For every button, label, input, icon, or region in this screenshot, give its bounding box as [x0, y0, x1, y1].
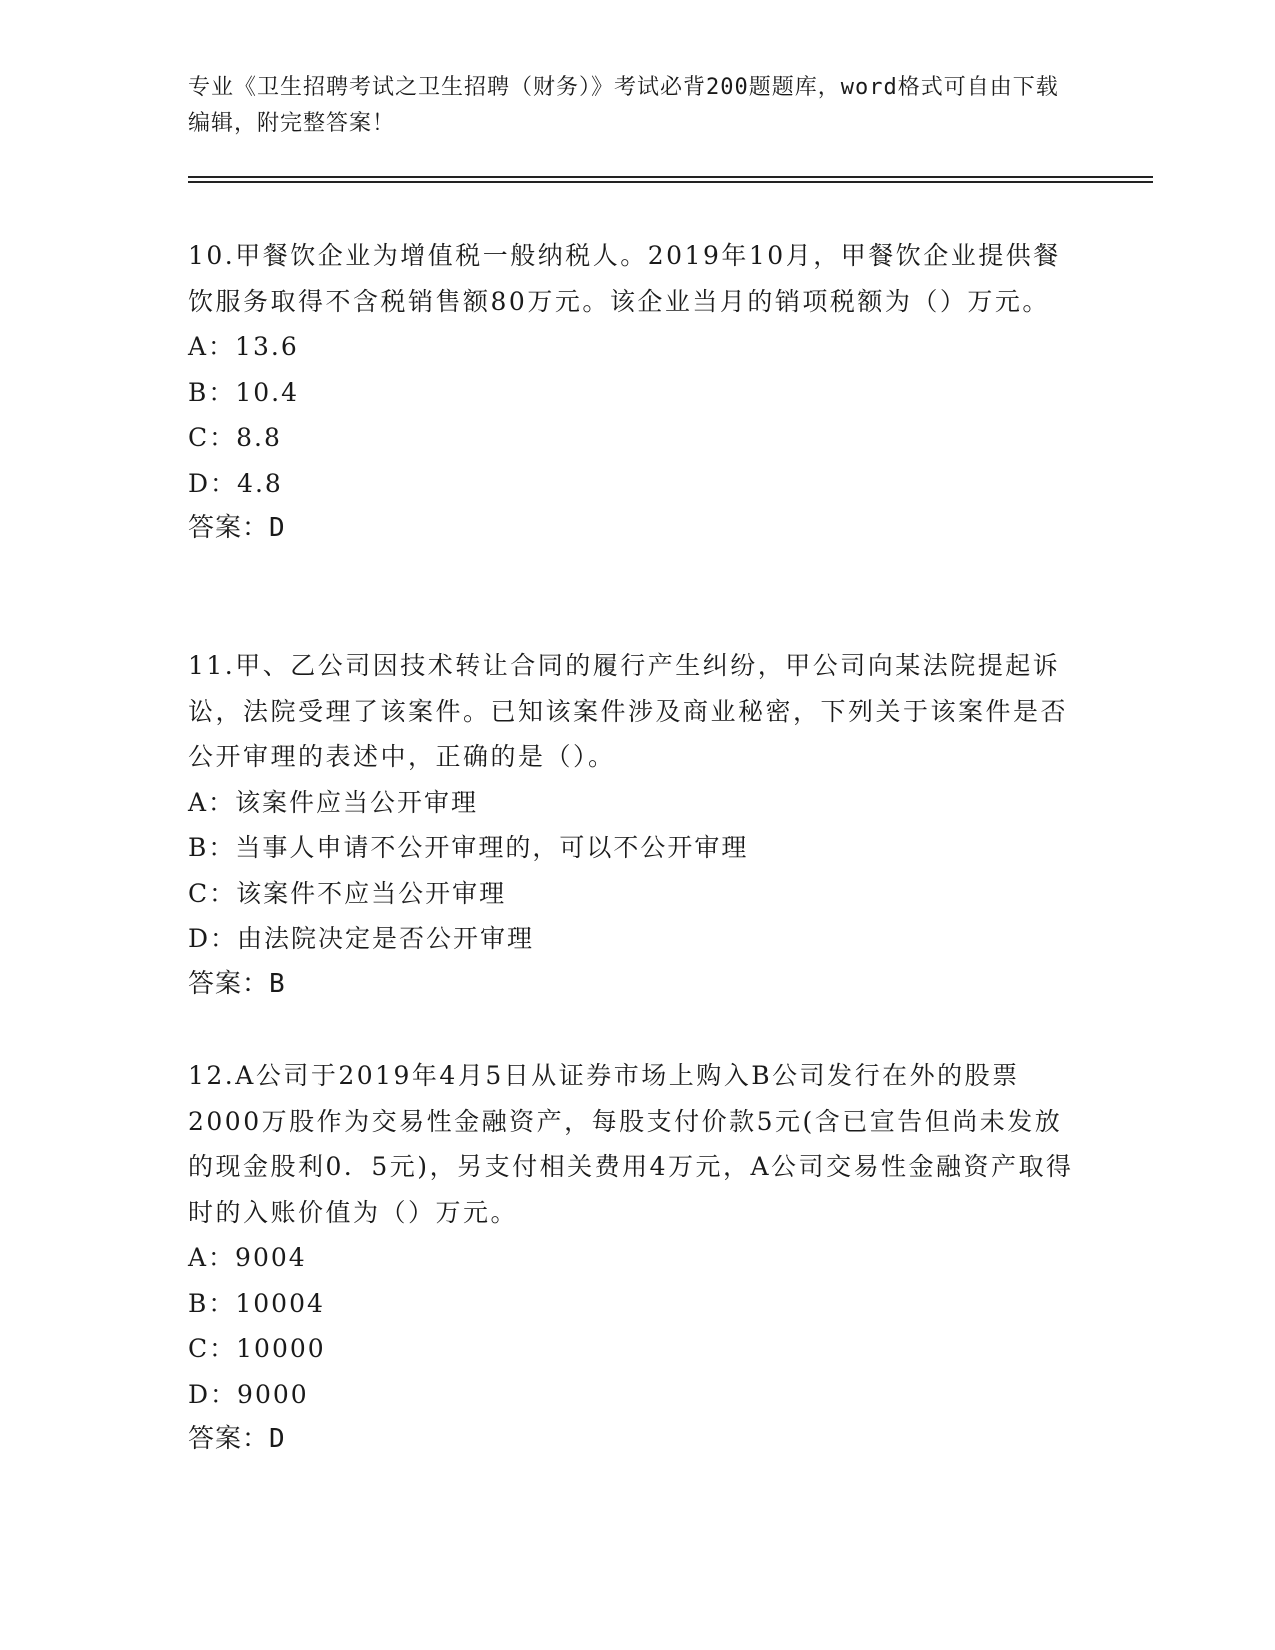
question-text: 11.甲、乙公司因技术转让合同的履行产生纠纷，甲公司向某法院提起诉讼，法院受理了该案件。已知该案件涉及商业秘密，下列关于该案件是否公开审理的表述中，正确的是（）。 — [188, 651, 1069, 771]
option-c: C：8.8 — [188, 423, 282, 452]
answer: 答案：D — [188, 513, 286, 543]
header-divider-top — [188, 176, 1153, 178]
header-divider-bottom — [188, 181, 1153, 183]
option-b: B：10004 — [188, 1288, 325, 1318]
answer: 答案：B — [188, 968, 286, 999]
question-10 — [188, 233, 1078, 552]
option-a: A：该案件应当公开审理 — [188, 787, 479, 817]
question-text: 10.甲餐饮企业为增值税一般纳税人。2019年10月，甲餐饮企业提供餐饮服务取得不含税销售额80万元。该企业当月的销项税额为（）万元。 — [188, 241, 1061, 316]
header-text: 专业《卫生招聘考试之卫生招聘（财务）》考试必背200题题库，word格式可自由下载编辑，附完整答案！ — [188, 75, 1059, 136]
option-b: B：当事人申请不公开审理的，可以不公开审理 — [188, 833, 749, 862]
option-a: A：9004 — [188, 1243, 307, 1272]
option-c: C：10000 — [188, 1334, 326, 1363]
document-header — [188, 70, 1068, 142]
option-a: A：13.6 — [188, 332, 299, 361]
answer: 答案：D — [188, 1424, 286, 1454]
option-b: B：10.4 — [188, 377, 300, 407]
option-d: D：9000 — [188, 1379, 309, 1409]
option-c: C：该案件不应当公开审理 — [188, 878, 507, 908]
option-d: D：由法院决定是否公开审理 — [188, 924, 535, 953]
question-12 — [188, 1053, 1078, 1463]
option-d: D：4.8 — [188, 468, 283, 498]
question-11 — [188, 643, 1078, 1007]
question-text: 12.A公司于2019年4月5日从证券市场上购入B公司发行在外的股票2000万股作为交易性金融资产，每股支付价款5元(含已宣告但尚未发放的现金股利0．5元)，另支付相关费用4万元，A公司交易性金融资产取得时的入账价值为（）万元。 — [188, 1061, 1074, 1227]
